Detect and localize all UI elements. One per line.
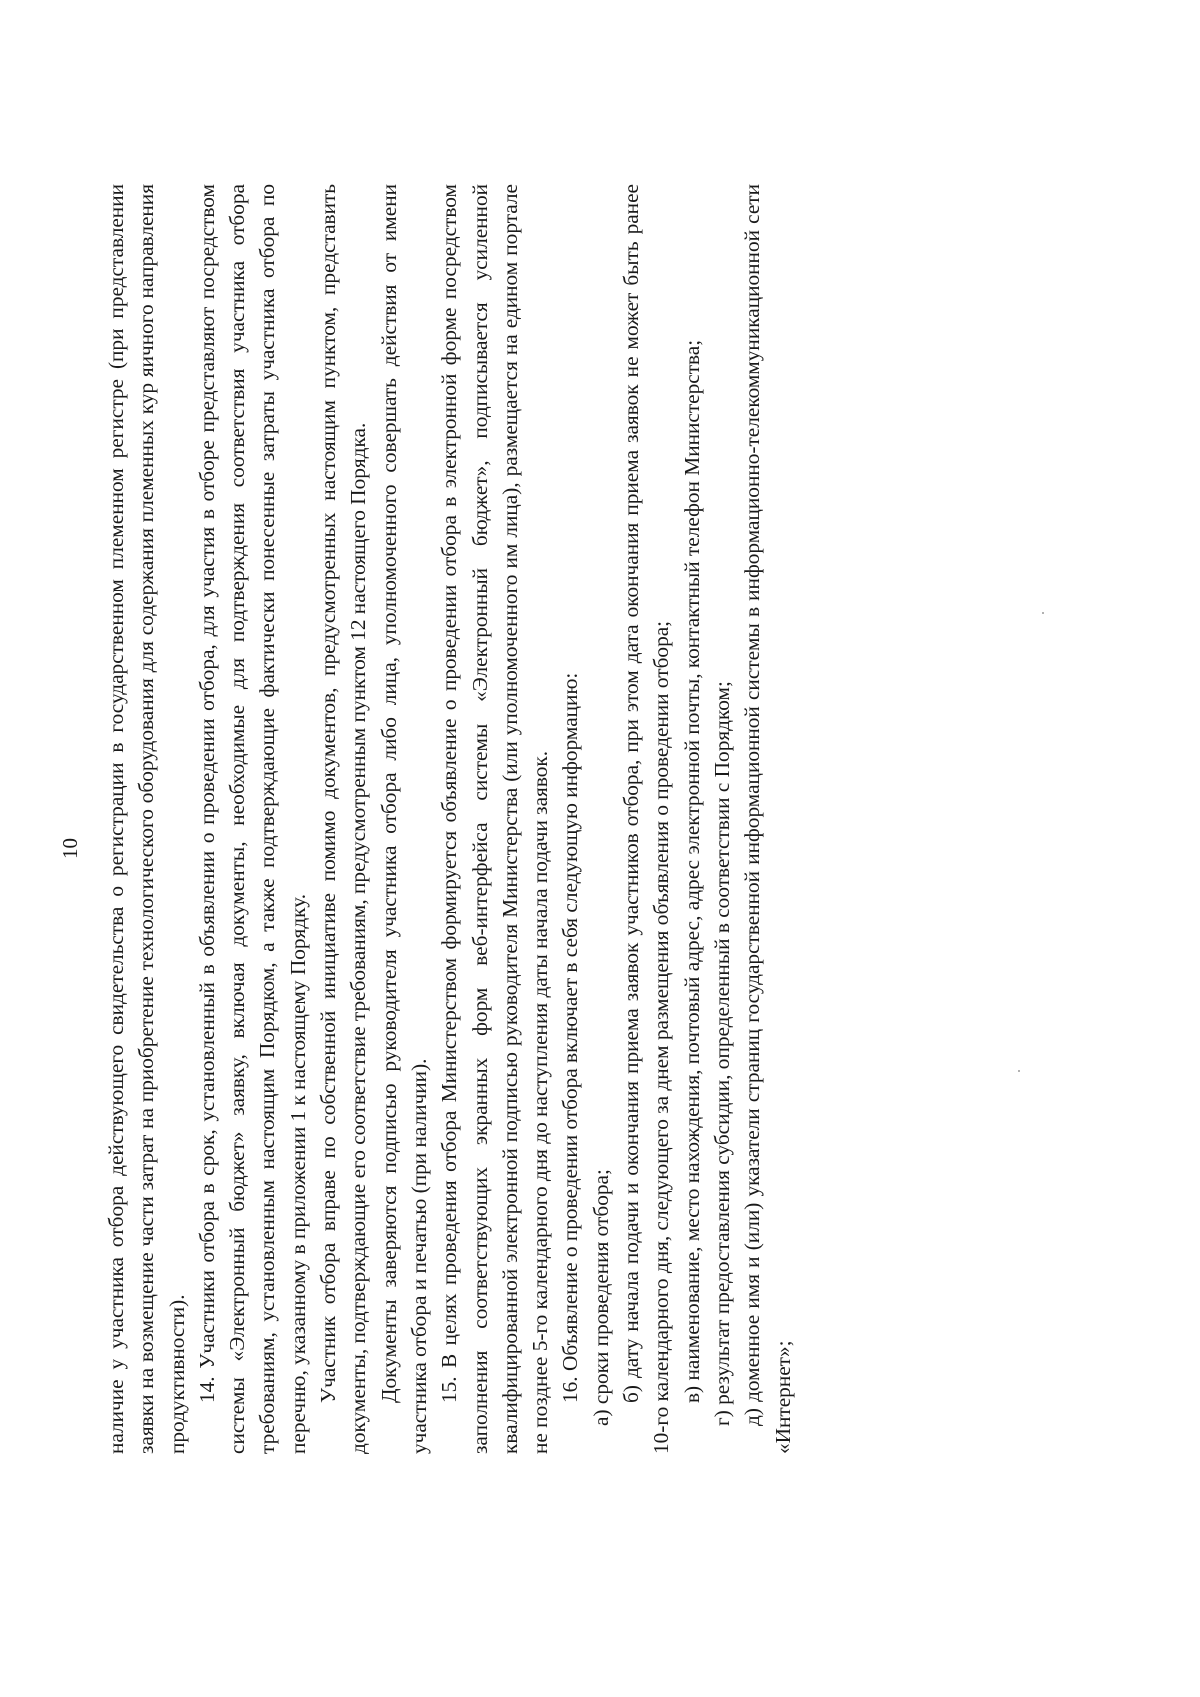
page-number: 10 [58, 838, 82, 859]
list-item-b: б) дату начала подачи и окончания приема заявок участников отбора, при этом дата окончания приема заявок не может быть ранее 10-го календарного дня, следующего за днем размещения объявления о проведении отбора; [619, 184, 674, 1454]
list-item-a: а) сроки проведения отбора; [588, 1169, 613, 1426]
scan-speck [1018, 1070, 1020, 1072]
paragraph-15: 15. В целях проведения отбора Министерством формируется объявление о проведении отбора в электронной форме посредством заполнения соответствующих экранных форм веб-интерфейса системы «Электронный бюджет», подписывается усиленной квалифицированной электронной подписью руководителя Министерства (или уполномоченного им лица), размещается на едином портале не позднее 5-го календарного дня до наступления даты начала подачи заявок. [437, 184, 553, 1454]
list-item-d: д) доменное имя и (или) указатели страниц государственной информационной системы в информационно-телекоммуникационной сети «Интернет»; [740, 184, 795, 1454]
scan-speck [1042, 612, 1044, 614]
document-body [101, 184, 798, 1454]
paragraph-continuation: наличие у участника отбора действующего свидетельства о регистрации в государственном племенном регистре (при представлении заявки на возмещение части затрат на приобретение технологического оборудования для содержания племенных кур яичного направления продуктивности). [104, 184, 189, 1454]
paragraph-14-optional-docs: Участник отбора вправе по собственной инициативе помимо документов, предусмотренных настоящим пунктом, представить документы, подтверждающие его соответствие требованиям, предусмотренным пунктом 12 настоящего Порядка. [316, 184, 371, 1454]
paragraph-14-certification: Документы заверяются подписью руководителя участника отбора либо лица, уполномоченного совершать действия от имени участника отбора и печатью (при наличии). [376, 184, 431, 1454]
paragraph-16: 16. Объявление о проведении отбора включает в себя следующую информацию: [558, 672, 583, 1403]
paragraph-14-main: 14. Участники отбора в срок, установленный в объявлении о проведении отбора, для участия в отборе представляют посредством системы «Электронный бюджет» заявку, включая документы, необходимые для подтверждения соответствия участника отбора требованиям, установленным настоящим Порядком, а также подтверждающие фактически понесенные затраты участника отбора по перечню, указанному в приложении 1 к настоящему Порядку. [194, 184, 310, 1454]
list-item-v: в) наименование, место нахождения, почтовый адрес, адрес электронной почты, контактный телефон Министерства; [679, 339, 704, 1403]
list-item-g: г) результат предоставления субсидии, определенный в соответствии с Порядком; [709, 681, 734, 1426]
